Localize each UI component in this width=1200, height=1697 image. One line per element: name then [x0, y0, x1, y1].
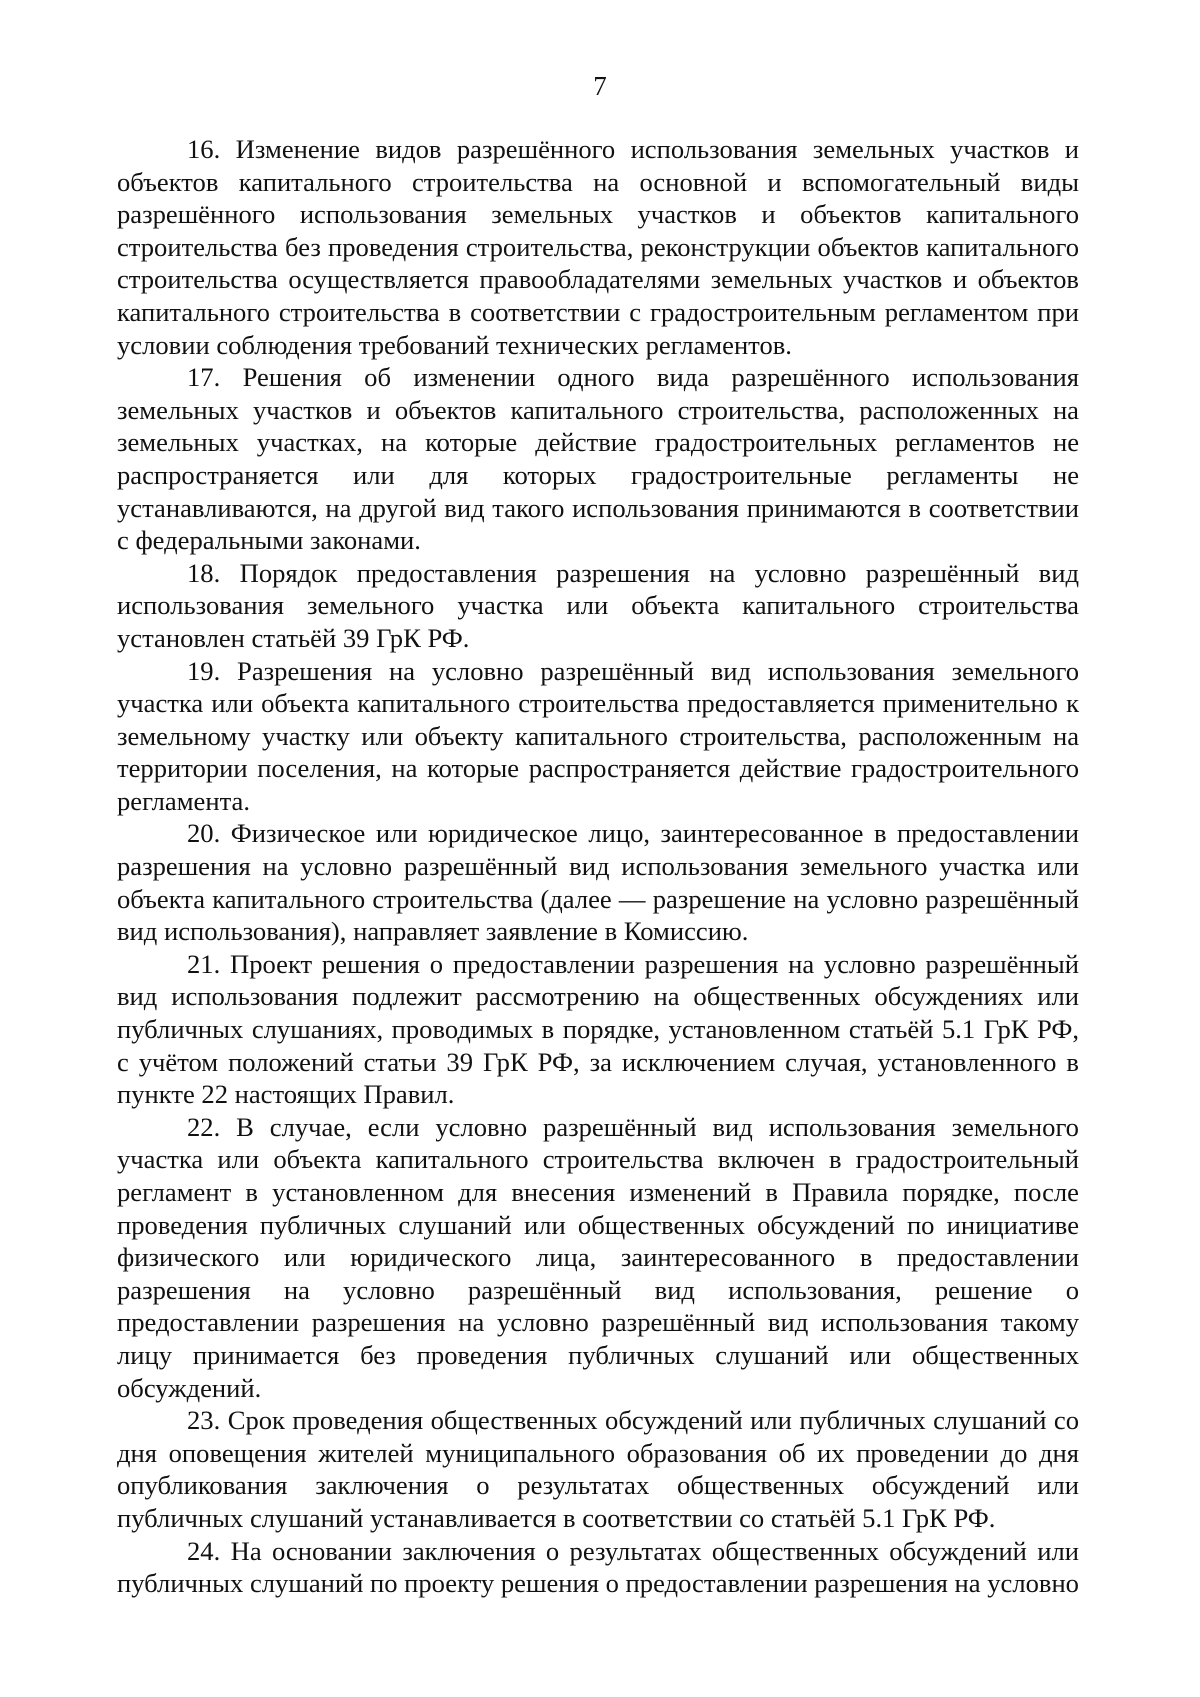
paragraph-text: Решения об изменении одного вида разрешённого использования земельных участков и объектов капитального строительства, расположенных на земельных участках, на которые действие градостроительных регламентов не распространяется или для которых градостроительные регламенты не устанавливаются, на другой вид такого использования принимаются в соответствии с федеральными законами.	[117, 362, 1079, 556]
paragraph-24	[117, 1535, 1079, 1600]
paragraph-text: Разрешения на условно разрешённый вид использования земельного участка или объекта капитального строительства предоставляется применительно к земельному участку или объекту капитального строительства, расположенным на территории поселения, на которые распространяется действие градостроительного регламента.	[117, 655, 1079, 816]
paragraph-number: 17.	[187, 362, 221, 393]
paragraph-17	[117, 361, 1079, 557]
paragraph-18	[117, 557, 1079, 655]
paragraph-21	[117, 948, 1079, 1111]
paragraph-23	[117, 1404, 1079, 1534]
paragraph-number: 20.	[187, 818, 221, 849]
paragraph-text: Проект решения о предоставлении разрешения на условно разрешённый вид использования подлежит рассмотрению на общественных обсуждениях или публичных слушаниях, проводимых в порядке, установленном статьёй 5.1 ГрК РФ, с учётом положений статьи 39 ГрК РФ, за исключением случая, установленного в пункте 22 настоящих Правил.	[117, 948, 1079, 1110]
paragraph-text: На основании заключения о результатах общественных обсуждений или публичных слушаний по проекту решения о предоставлении разрешения на условно	[117, 1535, 1079, 1599]
paragraph-number: 19.	[187, 655, 221, 686]
paragraph-text: В случае, если условно разрешённый вид использования земельного участка или объекта капитального строительства включен в градостроительный регламент в установленном для внесения изменений в Правила порядке, после проведения публичных слушаний или общественных обсуждений по инициативе физического или юридического лица, заинтересованного в предоставлении разрешения на условно разрешённый вид использования, решение о предоставлении разрешения на условно разрешённый вид использования такому лицу принимается без проведения публичных слушаний или общественных обсуждений.	[117, 1111, 1079, 1403]
paragraph-number: 21.	[187, 948, 221, 979]
paragraph-text: Физическое или юридическое лицо, заинтересованное в предоставлении разрешения на условно разрешённый вид использования земельного участка или объекта капитального строительства (далее — разрешение на условно разрешённый вид использования), направляет заявление в Комиссию.	[117, 818, 1079, 947]
document-body	[117, 133, 1079, 1600]
paragraph-number: 18.	[187, 557, 221, 588]
paragraph-number: 24.	[187, 1535, 221, 1566]
paragraph-number: 16.	[187, 134, 221, 164]
paragraph-22	[117, 1111, 1079, 1404]
paragraph-number: 22.	[187, 1111, 221, 1142]
paragraph-text: Изменение видов разрешённого использования земельных участков и объектов капитального строительства на основной и вспомогательный виды разрешённого использования земельных участков и объектов капитального строительства без проведения строительства, реконструкции объектов капитального строительства осуществляется правообладателями земельных участков и объектов капитального строительства в соответствии с градостроительным регламентом при условии соблюдения требований технических регламентов.	[117, 134, 1079, 360]
paragraph-16	[117, 133, 1079, 361]
paragraph-number: 23.	[187, 1405, 221, 1436]
paragraph-text: Порядок предоставления разрешения на условно разрешённый вид использования земельного участка или объекта капитального строительства установлен статьёй 39 ГрК РФ.	[117, 557, 1079, 653]
page-number: 7	[593, 71, 607, 101]
paragraph-19	[117, 655, 1079, 818]
paragraph-20	[117, 817, 1079, 947]
paragraph-text: Срок проведения общественных обсуждений или публичных слушаний со дня оповещения жителей муниципального образования об их проведении до дня опубликования заключения о результатах общественных обсуждений или публичных слушаний устанавливается в соответствии со статьёй 5.1 ГрК РФ.	[117, 1405, 1079, 1533]
